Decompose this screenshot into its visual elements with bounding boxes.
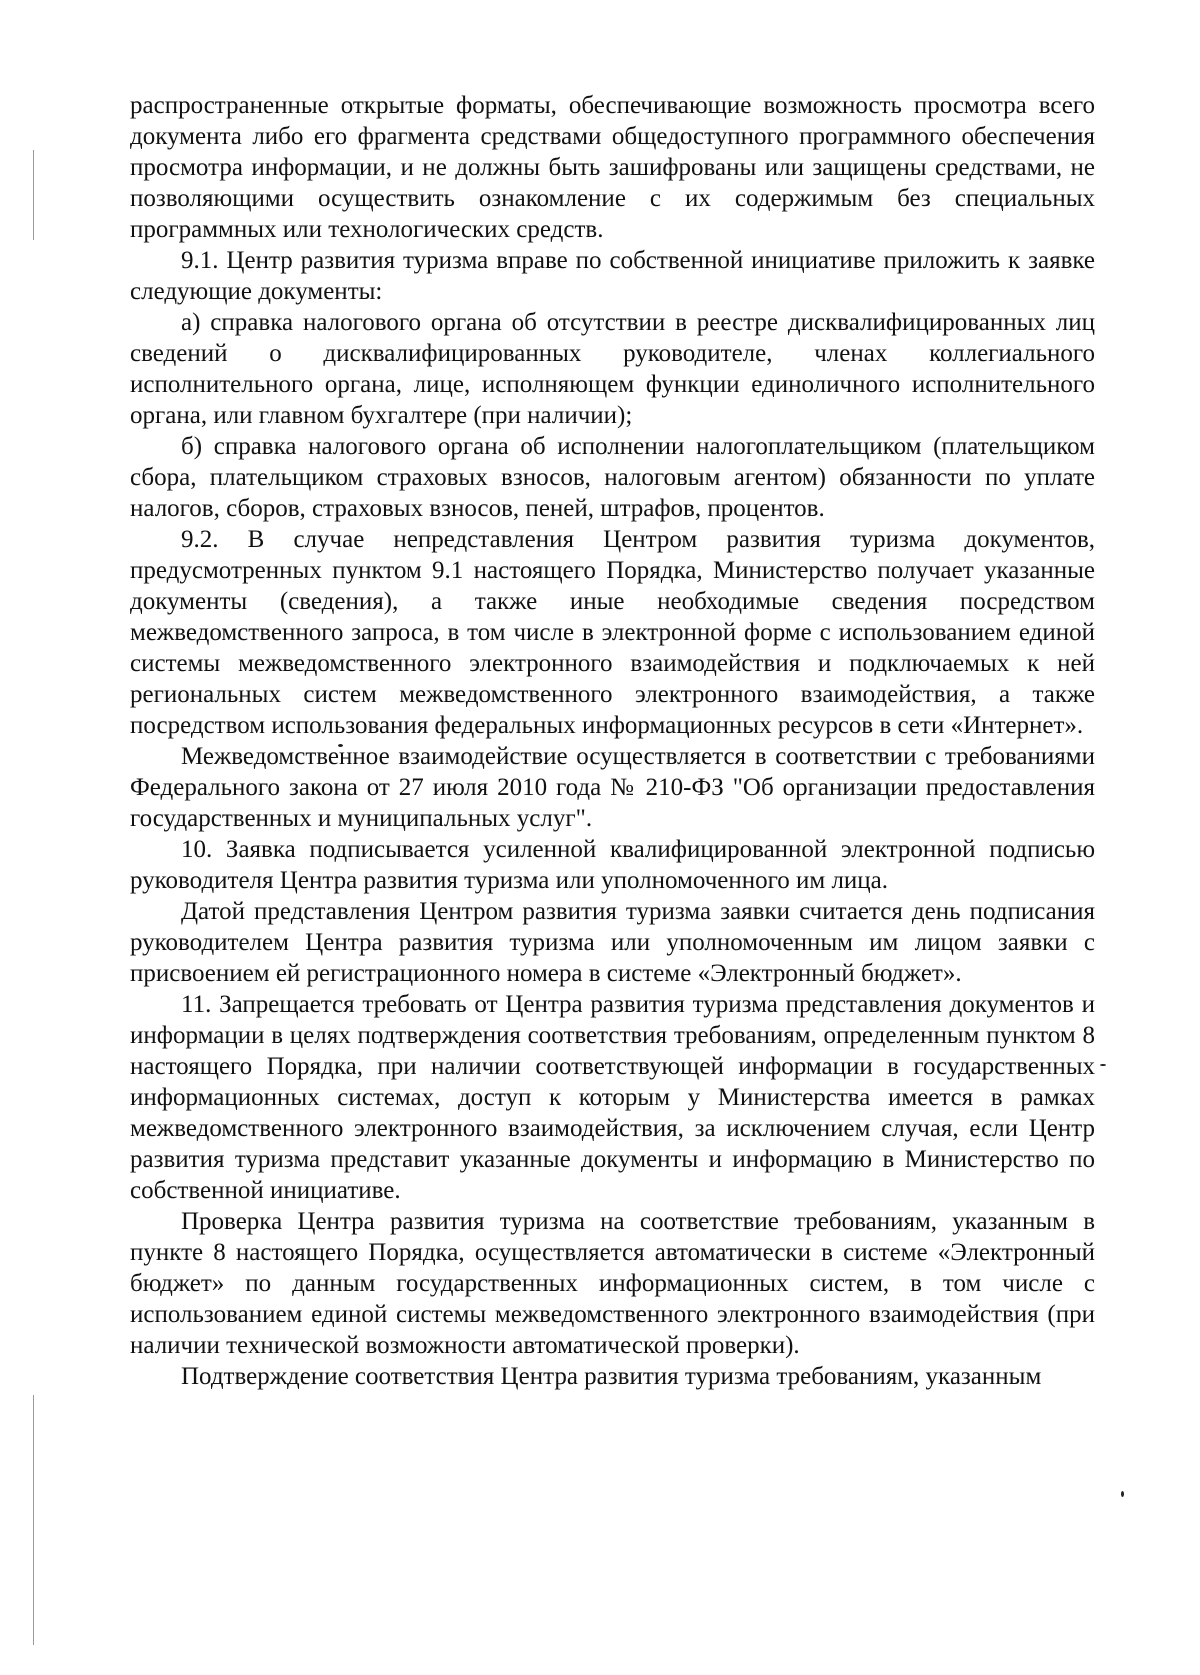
document-body (130, 90, 1095, 1392)
paragraph-11: 11. Запрещается требовать от Центра развития туризма представления документов и информации в целях подтверждения соответствия требованиям, определенным пунктом 8 настоящего Порядка, при наличии соответствующей информации в государственных информационных системах, доступ к которым у Министерства имеется в рамках межведомственного электронного взаимодействия, за исключением случая, если Центр развития туризма представит указанные документы и информацию в Министерство по собственной инициативе. (130, 991, 1095, 1204)
paragraph-9-1: 9.1. Центр развития туризма вправе по собственной инициативе приложить к заявке следующие документы: (130, 247, 1095, 305)
paragraph-9-2: 9.2. В случае непредставления Центром развития туризма документов, предусмотренных пунктом 9.1 настоящего Порядка, Министерство получает указанные документы (сведения), а также иные необходимые сведения посредством межведомственного запроса, в том числе в электронной форме с использованием единой системы межведомственного электронного взаимодействия и подключаемых к ней региональных систем межведомственного электронного взаимодействия, а также посредством использования федеральных информационных ресурсов в сети «Интернет». (130, 526, 1095, 739)
paragraph-submission-date: Датой представления Центром развития туризма заявки считается день подписания руководителем Центра развития туризма или уполномоченным им лицом заявки с присвоением ей регистрационного номера в системе «Электронный бюджет». (130, 898, 1095, 987)
scan-edge-line (33, 1395, 34, 1645)
paragraph-verification: Проверка Центра развития туризма на соответствие требованиям, указанным в пункте 8 настоящего Порядка, осуществляется автоматически в системе «Электронный бюджет» по данным государственных информационных систем, в том числе с использованием единой системы межведомственного электронного взаимодействия (при наличии технической возможности автоматической проверки). (130, 1208, 1095, 1359)
paragraph-confirmation: Подтверждение соответствия Центра развития туризма требованиям, указанным (181, 1363, 1042, 1390)
scan-edge-line (33, 150, 34, 240)
scan-speck (1100, 1064, 1106, 1066)
paragraph-9-1-b: б) справка налогового органа об исполнении налогоплательщиком (плательщиком сбора, плательщиком страховых взносов, налоговым агентом) обязанности по уплате налогов, сборов, страховых взносов, пеней, штрафов, процентов. (130, 433, 1095, 522)
paragraph-continuation: распространенные открытые форматы, обеспечивающие возможность просмотра всего документа либо его фрагмента средствами общедоступного программного обеспечения просмотра информации, и не должны быть зашифрованы или защищены средствами, не позволяющими осуществить ознакомление с их содержимым без специальных программных или технологических средств. (130, 92, 1095, 243)
paragraph-9-1-a: а) справка налогового органа об отсутствии в реестре дисквалифицированных лиц сведений о дисквалифицированных руководителе, членах коллегиального исполнительного органа, лице, исполняющем функции единоличного исполнительного органа, или главном бухгалтере (при наличии); (130, 309, 1095, 429)
paragraph-10: 10. Заявка подписывается усиленной квалифицированной электронной подписью руководителя Центра развития туризма или уполномоченного им лица. (130, 836, 1095, 894)
scan-speck (1121, 1491, 1124, 1497)
paragraph-interagency: Межведомственное взаимодействие осуществляется в соответствии с требованиями Федерального закона от 27 июля 2010 года № 210-ФЗ "Об организации предоставления государственных и муниципальных услуг". (130, 743, 1095, 832)
